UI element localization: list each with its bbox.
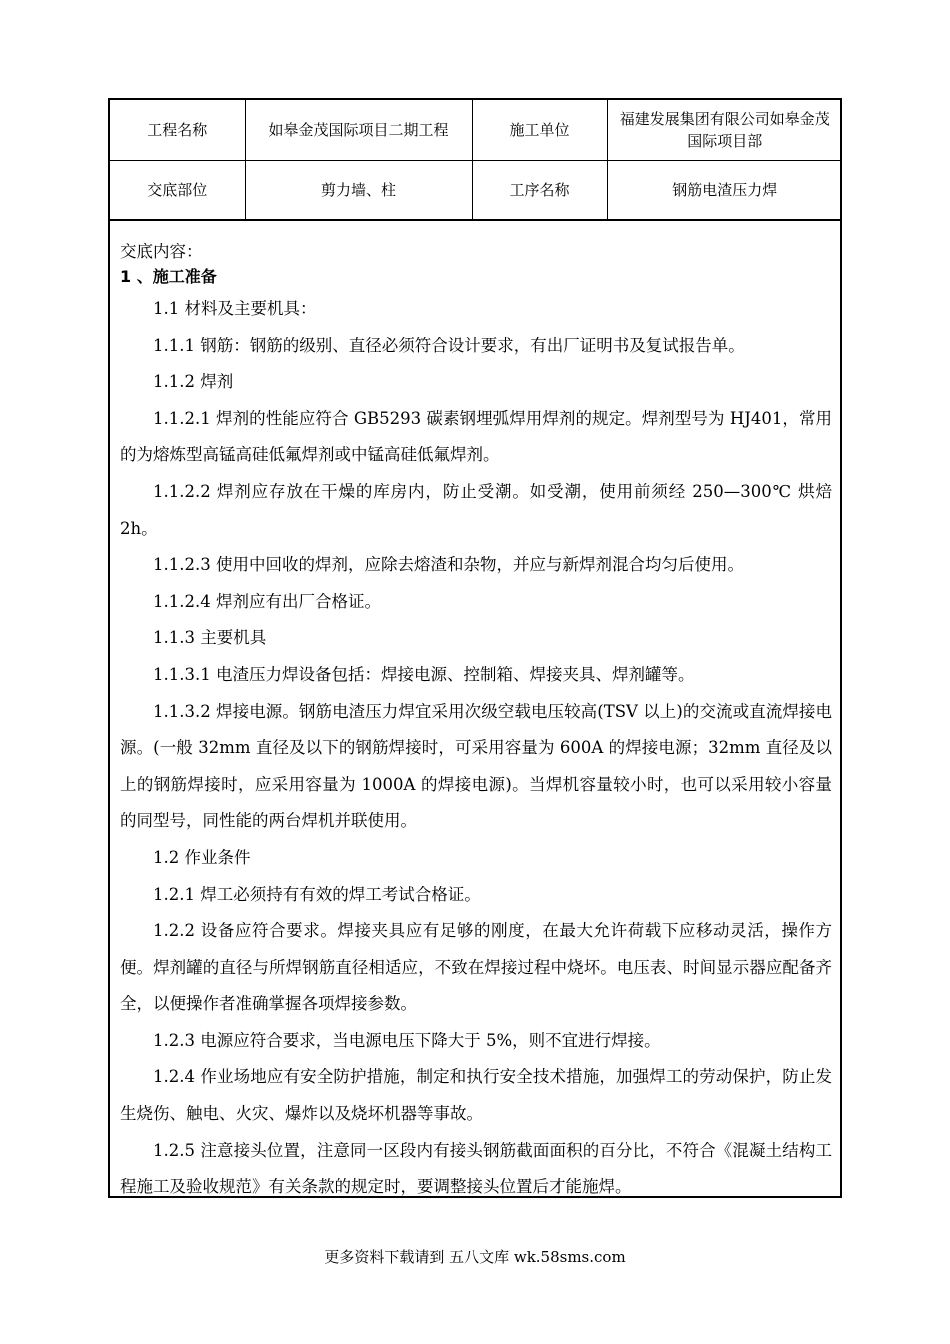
paragraph: 1.1.2.3 使用中回收的焊剂，应除去熔渣和杂物，并应与新焊剂混合均匀后使用。 <box>153 555 744 575</box>
paragraph: 1.2.2 设备应符合要求。焊接夹具应有足够的刚度，在最大允许荷载下应移动灵活，操作方便。焊剂罐的直径与所焊钢筋直径相适应，不致在焊接过程中烧坏。电压表、时间显示器应配备齐全，以便操作者准确掌握各项焊接参数。 <box>120 921 832 1014</box>
paragraph: 1.1.3 主要机具 <box>153 628 267 648</box>
footer-text: 更多资料下载请到 五八文库 wk.58sms.com <box>324 1248 626 1266</box>
contractor-value: 福建发展集团有限公司如皋金茂国际项目部 <box>607 100 842 160</box>
paragraph: 1.2.1 焊工必须持有有效的焊工考试合格证。 <box>153 884 481 904</box>
paragraph: 1.1.1 钢筋：钢筋的级别、直径必须符合设计要求，有出厂证明书及复试报告单。 <box>153 335 745 355</box>
disclosure-content <box>110 221 840 1206</box>
paragraph: 1.2 作业条件 <box>153 847 251 867</box>
paragraph: 1.1.2.2 焊剂应存放在干燥的库房内，防止受潮。如受潮，使用前须经 250—300℃ 烘焙 2h。 <box>120 481 832 538</box>
section-title: 1 、施工准备 <box>120 267 217 286</box>
paragraph: 1.1.3.2 焊接电源。钢筋电渣压力焊宜采用次级空载电压较高(TSV 以上)的交流或直流焊接电源。(一般 32mm 直径及以下的钢筋焊接时，可采用容量为 600A 的焊接电源；32mm 直径及以上的钢筋焊接时，应采用容量为 1000A 的焊接电源)。当焊机容量较小时，也可以采用较小容量的同型号，同性能的两台焊机并联使用。 <box>120 701 832 831</box>
contractor-label: 施工单位 <box>472 100 607 160</box>
paragraph: 1.1.2 焊剂 <box>153 372 234 392</box>
paragraph: 1.1.2.1 焊剂的性能应符合 GB5293 碳素钢埋弧焊用焊剂的规定。焊剂型号为 HJ401，常用的为熔炼型高锰高硅低氟焊剂或中锰高硅低氟焊剂。 <box>120 408 832 465</box>
paragraph: 1.1.2.4 焊剂应有出厂合格证。 <box>153 591 381 611</box>
header-table <box>110 100 842 221</box>
location-value: 剪力墙、柱 <box>245 160 472 220</box>
process-label: 工序名称 <box>472 160 607 220</box>
paragraph: 1.2.3 电源应符合要求，当电源电压下降大于 5%，则不宜进行焊接。 <box>153 1030 661 1050</box>
paragraph: 1.1 材料及主要机具： <box>153 299 317 318</box>
paragraph: 1.1.3.1 电渣压力焊设备包括：焊接电源、控制箱、焊接夹具、焊剂罐等。 <box>153 664 695 684</box>
project-name-value: 如皋金茂国际项目二期工程 <box>245 100 472 160</box>
disclosure-form <box>108 98 842 1198</box>
project-name-label: 工程名称 <box>110 100 245 160</box>
paragraph: 1.2.5 注意接头位置，注意同一区段内有接头钢筋截面面积的百分比，不符合《混凝土结构工程施工及验收规范》有关条款的规定时，要调整接头位置后才能施焊。 <box>120 1140 832 1197</box>
location-label: 交底部位 <box>110 160 245 220</box>
content-label: 交底内容： <box>120 242 203 261</box>
process-value: 钢筋电渣压力焊 <box>607 160 842 220</box>
paragraph: 1.2.4 作业场地应有安全防护措施，制定和执行安全技术措施，加强焊工的劳动保护，防止发生烧伤、触电、火灾、爆炸以及烧坏机器等事故。 <box>120 1067 832 1124</box>
